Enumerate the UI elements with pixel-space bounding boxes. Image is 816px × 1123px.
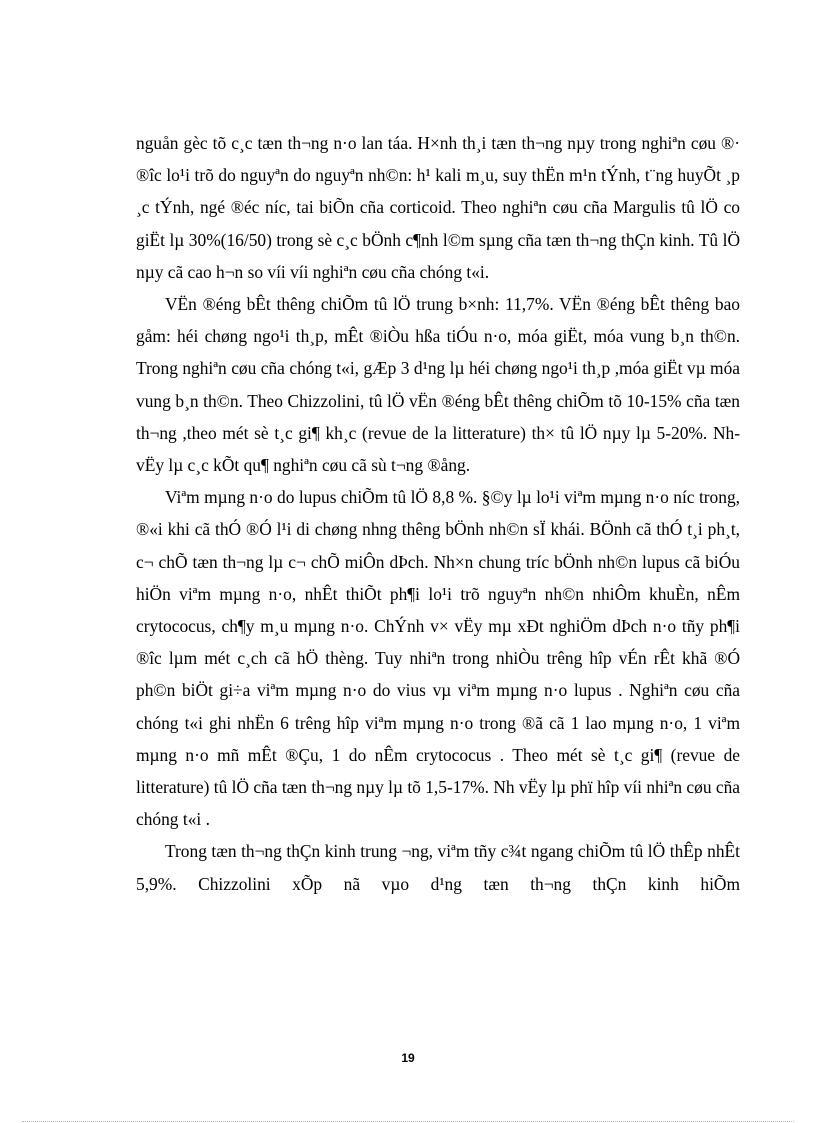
text-line: VËn ®éng bÊt thêng chiÕm tû lÖ trung b×nh: 11,7%. VËn ®éng bÊt xyxy=(165,294,665,315)
page-border xyxy=(22,1121,794,1122)
text-line: ®Çu, 1 do nÊm crytococus . Theo mét sè t¸c gi¶ (revue de litterature) tû lÖ xyxy=(136,744,740,798)
text-line: do vius vµ viªm mµng n·o lupus . Nghiªn cøu cña chóng t«i ghi nhËn 6 trêng xyxy=(136,680,741,733)
text-line: l©m sµng cña tæn th¬ng thÇn kinh. Tû lÖ nµy cã cao h¬n so víi víi nghiªn xyxy=(136,229,741,282)
text-line: tríc bÖnh nh©n lupus cã biÓu hiÖn viªm mµng n·o, nhÊt thiÕt ph¶i lo¹i trõ xyxy=(136,551,740,604)
page-body xyxy=(136,127,740,900)
text-line: nhiªn trong nhiÒu trêng hîp vÉn rÊt khã ®Ó ph©n biÖt gi÷a viªm mµng n·o xyxy=(136,648,741,701)
paragraph-2 xyxy=(136,288,740,481)
text-line: ngo¹i th¸p ,móa giËt vµ móa vung b¸n th©n. Theo Chizzolini, tû lÖ vËn ®éng xyxy=(136,358,740,411)
paragraph-3 xyxy=(136,481,740,835)
text-line: cã sù t¬ng ®ång. xyxy=(351,455,471,476)
text-line: nghiªn cøu cña Margulis tû lÖ co giËt lµ 30%(16/50) trong sè c¸c bÖnh c¶nh xyxy=(136,197,740,250)
paragraph-1 xyxy=(136,127,740,288)
text-line: níc trong, ®«i khi cã thÓ ®Ó l¹i di chøng nhng thêng bÖnh nh©n sÏ khái. xyxy=(136,487,740,540)
text-line: Viªm mµng n·o do lupus chiÕm tû lÖ 8,8 %. §©y lµ lo¹i viªm mµng n·o xyxy=(165,487,669,508)
text-line: nguyªn nh©n nhiÔm khuÈn, nÊm crytococus, ch¶y m¸u mµng n·o. ChÝnh v× xyxy=(136,583,740,637)
text-line: nguån gèc tõ c¸c tæn th¬ng n·o lan táa. H×nh th¸i tæn th¬ng nµy trong xyxy=(136,133,637,153)
text-line: thÊp nhÊt 5,9%. Chizzolini xÕp nã vµo d¹ng tæn th¬ng thÇn kinh hiÕm xyxy=(136,841,740,894)
text-line: thêng bao gåm: héi chøng ngo¹i th¸p, mÊt ®iÒu hßa tiÓu n·o, móa giËt, xyxy=(136,294,741,347)
page-number: 19 xyxy=(401,1051,415,1065)
text-line: cøu cña chóng t«i. xyxy=(361,261,490,282)
text-line: Trong tæn th¬ng thÇn kinh trung ¬ng, viªm tñy c¾t ngang chiÕm tû lÖ xyxy=(165,841,666,862)
text-line: nghiªn cøu ®· ®îc lo¹i trõ do nguyªn do nguyªn nh©n: h¹ kali m¸u, suy thËn xyxy=(136,133,740,186)
text-line: bÊt thêng chiÕm tõ 10-15% cña tæn th¬ng ,theo mét sè t¸c gi¶ kh¸c (revue xyxy=(136,390,740,443)
text-line: hîp viªm mµng n·o trong ®ã cã 1 lao mµng n·o, 1 viªm mµng n·o mñ mÊt xyxy=(136,712,740,765)
text-line: cña tæn th¬ng nµy lµ tõ 1,5-17%. Nh vËy lµ phï hîp víi nhiªn cøu cña chóng xyxy=(136,777,740,830)
text-line: vËy mµ xÐt nghiÖm dÞch n·o tñy ph¶i ®îc lµm mét c¸ch cã hÖ thèng. Tuy xyxy=(136,616,740,669)
text-line: m¹n tÝnh, t¨ng huyÕt ¸p ¸c tÝnh, ngé ®éc níc, tai biÕn cña corticoid. Theo xyxy=(136,165,740,218)
text-line: BÖnh cã thÓ t¸i ph¸t, c¬ chÕ tæn th¬ng lµ c¬ chÕ miÔn dÞch. Nh×n chung xyxy=(136,519,740,572)
text-line: t«i . xyxy=(182,809,210,830)
text-line: de la litterature) th× tû lÖ nµy lµ 5-20%. Nh vËy lµ c¸c kÕt qu¶ nghiªn cøu xyxy=(136,422,740,476)
paragraph-4 xyxy=(136,835,740,899)
text-line: móa vung b¸n th©n. Trong nghiªn cøu cña chóng t«i, gÆp 3 d¹ng lµ héi chøng xyxy=(136,326,740,379)
